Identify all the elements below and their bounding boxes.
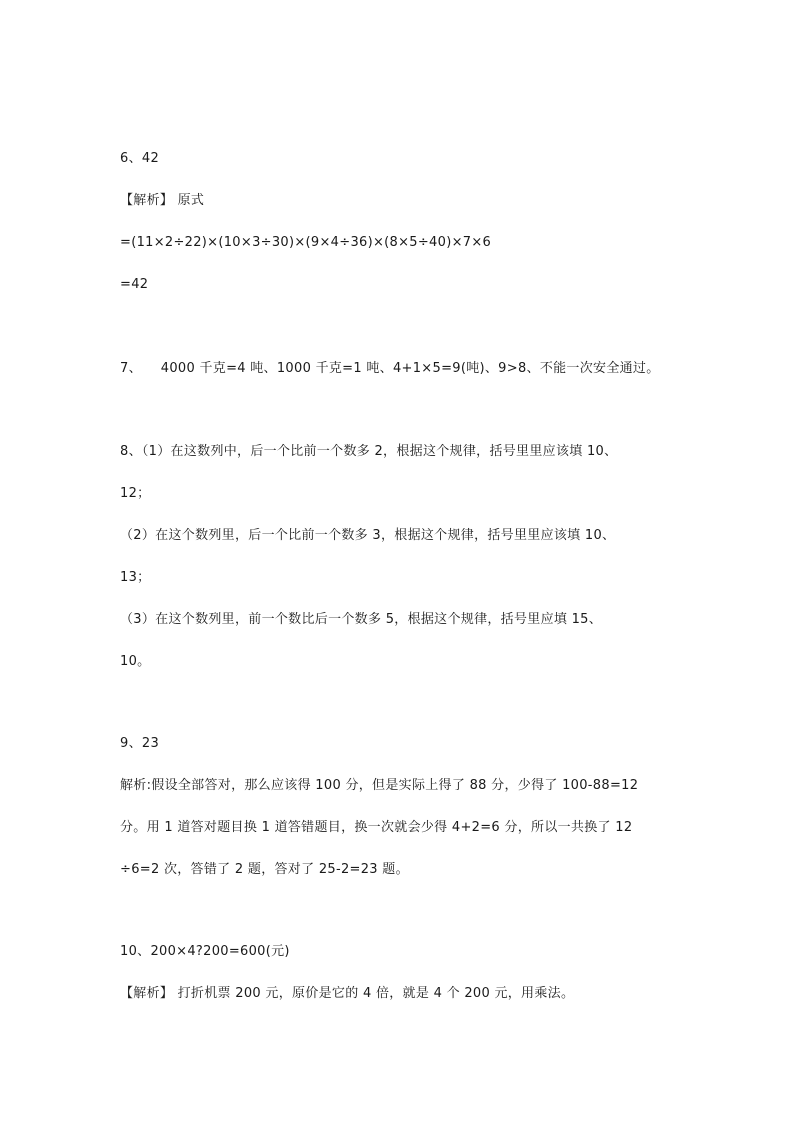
- answer-9-line-1: 解析:假设全部答对，那么应该得 100 分，但是实际上得了 88 分，少得了 100-88=12: [120, 778, 639, 793]
- answer-8-line-6: 10。: [120, 654, 151, 669]
- answer-6-heading: 6、42: [120, 151, 160, 166]
- answer-10-heading: 10、200×4?200=600(元): [120, 944, 290, 959]
- answer-8-block: [120, 444, 700, 460]
- answer-8-line-5: （3）在这个数列里，前一个数比后一个数多 5，根据这个规律，括号里应填 15、: [120, 612, 603, 627]
- answer-6-result: =42: [120, 277, 149, 292]
- answer-8-line-1: （1）在这数列中，后一个比前一个数多 2，根据这个规律，括号里里应该填 10、: [141, 444, 618, 459]
- answer-7-text: 4000 千克=4 吨、1000 千克=1 吨、4+1×5=9(吨)、9>8、不能一次安全通过。: [160, 361, 660, 376]
- answer-7-heading: 7、: [120, 361, 142, 376]
- answer-6-equation: =(11×2÷22)×(10×3÷30)×(9×4÷36)×(8×5÷40)×7×6: [120, 235, 492, 250]
- answer-9-heading: 9、23: [120, 736, 160, 751]
- answer-8-heading: 8、: [120, 444, 142, 459]
- answer-7-block: [120, 361, 700, 377]
- answer-8-line-2: 12；: [120, 486, 151, 501]
- answer-9-line-2: 分。用 1 道答对题目换 1 道答错题目，换一次就会少得 4+2=6 分，所以一共换了 12: [120, 820, 633, 835]
- answer-8-line-4: 13；: [120, 570, 151, 585]
- answer-8-line-3: （2）在这个数列里，后一个比前一个数多 3，根据这个规律，括号里里应该填 10、: [120, 528, 616, 543]
- answer-10-analysis: 【解析】 打折机票 200 元，原价是它的 4 倍，就是 4 个 200 元，用乘法。: [120, 986, 575, 1001]
- answer-9-line-3: ÷6=2 次，答错了 2 题，答对了 25-2=23 题。: [120, 862, 409, 877]
- answer-6-analysis-label: 【解析】 原式: [120, 193, 205, 208]
